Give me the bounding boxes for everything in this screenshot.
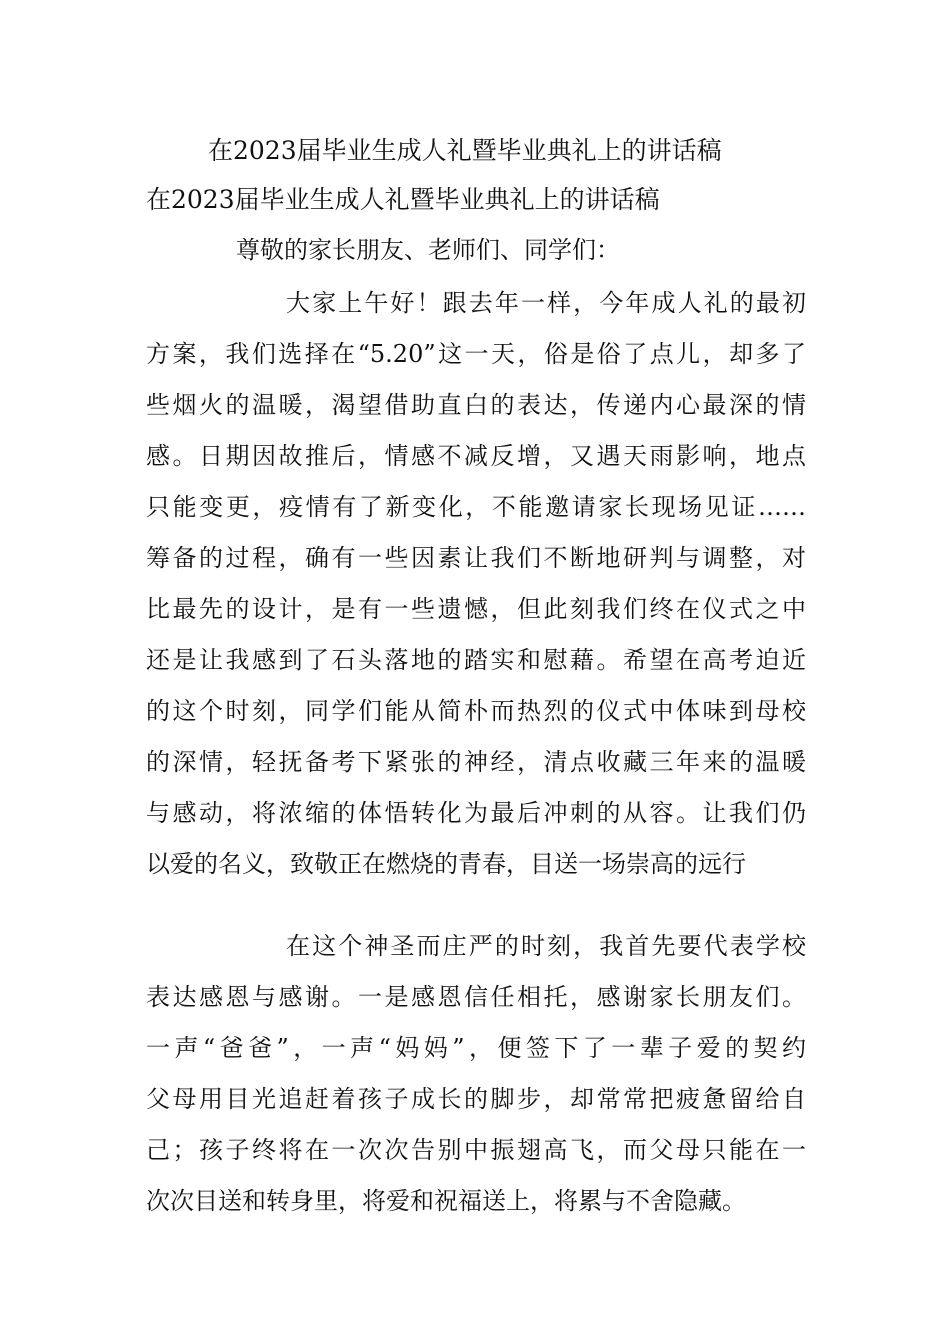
paragraph-line: 些烟火的温暖，渴望借助直白的表达，传递内心最深的情 [146, 391, 806, 419]
paragraph-line: 在这个神圣而庄严的时刻，我首先要代表学校 [286, 932, 806, 960]
paragraph-line: 父母用目光追赶着孩子成长的脚步，却常常把疲惫留给自 [146, 1085, 806, 1113]
document-subtitle: 在2023届毕业生成人礼暨毕业典礼上的讲话稿 [146, 185, 660, 214]
paragraph-line: 的深情，轻抚备考下紧张的神经，清点收藏三年来的温暖 [146, 748, 806, 776]
paragraph-line: 表达感恩与感谢。一是感恩信任相托，感谢家长朋友们。 [146, 983, 806, 1011]
paragraph-line: 方案，我们选择在“5.20”这一天，俗是俗了点儿，却多了 [146, 340, 806, 368]
paragraph-line: 比最先的设计，是有一些遗憾，但此刻我们终在仪式之中 [146, 595, 806, 623]
paragraph-line: 的这个时刻，同学们能从简朴而热烈的仪式中体味到母校 [146, 697, 806, 725]
paragraph-line: 一声“爸爸”，一声“妈妈”，便签下了一辈子爱的契约 [146, 1034, 806, 1062]
paragraph-line: 只能变更，疫情有了新变化，不能邀请家长现场见证…… [146, 493, 806, 521]
paragraph-line: 以爱的名义，致敬正在燃烧的青春，目送一场崇高的远行 [146, 850, 746, 878]
paragraph-line: 还是让我感到了石头落地的踏实和慰藉。希望在高考迫近 [146, 646, 806, 674]
salutation: 尊敬的家长朋友、老师们、同学们： [236, 236, 620, 264]
paragraph-gratitude [146, 921, 806, 1227]
paragraph-line: 感。日期因故推后，情感不减反增，又遇天雨影响，地点 [146, 442, 806, 470]
document-title: 在2023届毕业生成人礼暨毕业典礼上的讲话稿 [208, 136, 722, 165]
paragraph-line: 与感动，将浓缩的体悟转化为最后冲刺的从容。让我们仍 [146, 799, 806, 827]
paragraph-line: 己；孩子终将在一次次告别中振翅高飞，而父母只能在一 [146, 1136, 806, 1164]
paragraph-line: 筹备的过程，确有一些因素让我们不断地研判与调整，对 [146, 544, 806, 572]
paragraph-line: 次次目送和转身里，将爱和祝福送上，将累与不舍隐藏。 [146, 1187, 746, 1215]
paragraph-greeting [146, 278, 806, 890]
paragraph-line: 大家上午好！跟去年一样，今年成人礼的最初 [286, 289, 806, 317]
